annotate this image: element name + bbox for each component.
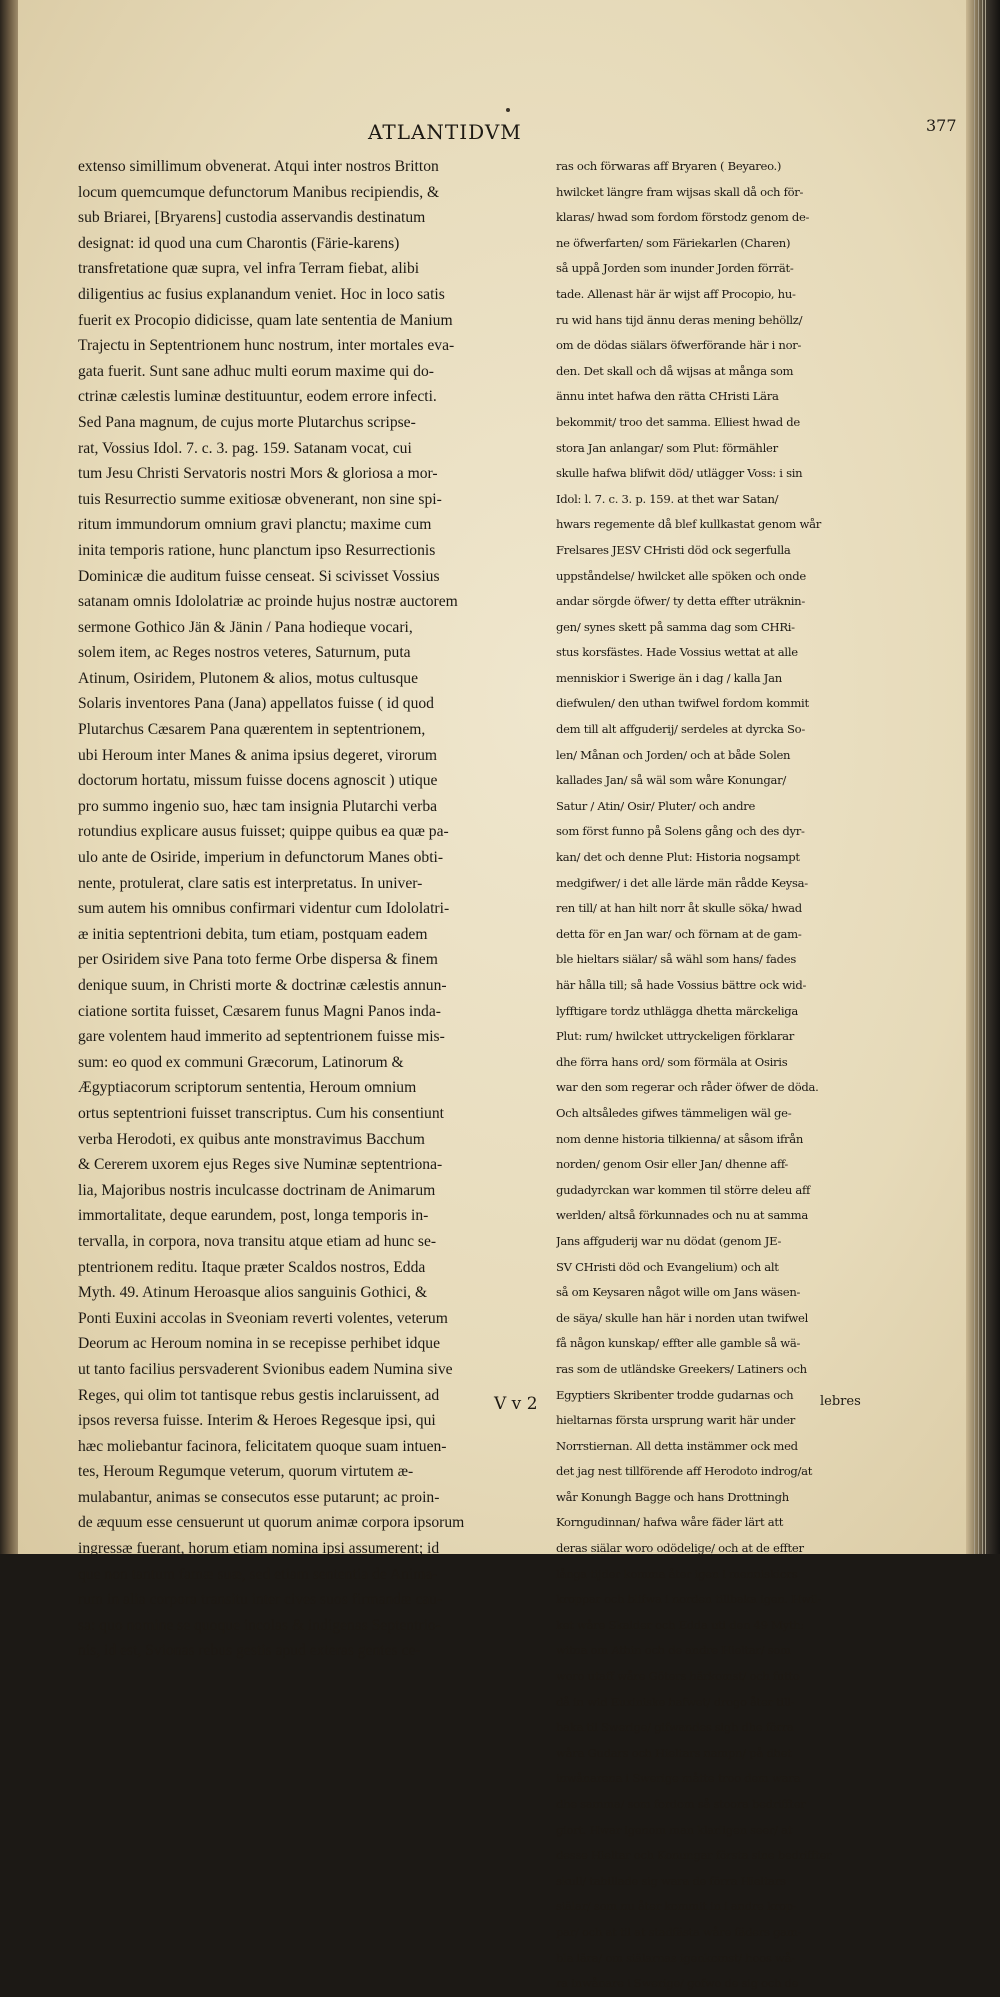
text-line: gare volentem haud immerito ad septentrionem fuisse mis- xyxy=(78,1028,445,1046)
text-line: klaras/ hwad som fordom förstodz genom de- xyxy=(556,210,810,225)
text-line: mulabantur, animas se consecutos esse putarunt; ac proin- xyxy=(78,1488,440,1506)
text-line: Solaris inventores Pana (Jana) appellatos fuisse ( id quod xyxy=(78,695,434,713)
text-line: tade. Allenast här är wijst aff Procopio, hu- xyxy=(556,286,796,301)
text-line: kan/ det och denne Plut: Historia nogsampt xyxy=(556,850,800,865)
text-line: detta för en Jan war/ och förnam at de gam- xyxy=(556,926,802,941)
text-line: dhe förra hans ord/ som förmäla at Osiris xyxy=(556,1054,788,1069)
text-line: immortalitate, deque earundem, post, longa temporis in- xyxy=(78,1207,429,1225)
text-line: då in wid Euxiniske hafwet/ drogo åter till- xyxy=(556,1694,795,1709)
text-line: ptentrionem reditu. Itaque præter Scaldos nostros, Edda xyxy=(78,1258,426,1276)
text-line: Frelsares JESV CHristi död ock segerfulla xyxy=(556,542,791,557)
text-line: nom denne historia tilkienna/ at såsom ifrån xyxy=(556,1131,804,1146)
text-line: sum autem his omnibus confirmari videntur cum Idololatri- xyxy=(78,900,450,918)
text-line: hwilcket längre fram wijsas skall då och för- xyxy=(556,184,804,199)
text-line: ciatione sortita fuisset, Cæsarem funus Magni Panos inda- xyxy=(78,1002,441,1020)
text-line: gudadyrckan war kommen til större deleu aff xyxy=(556,1182,810,1197)
text-line: ren till/ at han hilt norr åt skulle söka/ hwad xyxy=(556,901,802,916)
text-line: lia, Majoribus nostris inculcasse doctrinam de Animarum xyxy=(78,1181,436,1199)
text-line: rat, Vossius Idol. 7. c. 3. pag. 159. Satanam vocat, cui xyxy=(78,439,412,457)
swedish-text-column xyxy=(556,154,856,1997)
text-line: dem till alt affguderij/ serdeles at dyrcka So- xyxy=(556,722,805,737)
text-line: wåra Gudars och Hieltars nampn/ på dhet xyxy=(556,1745,792,1760)
text-line: den. Det skall och då wijsas at många som xyxy=(556,363,794,378)
text-line: sa: quo nomine se quoque incolas & indigenas Septentrio- xyxy=(78,1616,441,1634)
text-line: designat: id quod una cum Charontis (Färie-karens) xyxy=(78,234,400,252)
text-line: bla lära/ om siälarnas igenkomst/ hoos wå- xyxy=(556,1950,795,1965)
text-line: diligentius ac fusius explanandum veniet. Hoc in loco satis xyxy=(78,285,445,303)
text-line: få någon kunskap/ effter alle gamble så wä- xyxy=(556,1336,801,1351)
text-line: skull/ tabillade sig wara de förra Hieltars xyxy=(556,1873,786,1888)
text-line: så uppå Jorden som inunder Jorden förrät- xyxy=(556,261,794,276)
text-line: tuis Resurrectio summe exitiosæ obvenerant, non sine spi- xyxy=(78,490,442,508)
catchword: lebres xyxy=(820,1394,861,1409)
text-line: woro utaff wåre Göters härkomst/ och futto xyxy=(556,1669,800,1684)
text-line: ut tanto facilius persvaderent Svionibus eadem Numina sive xyxy=(78,1360,453,1378)
text-line: ingressæ fuerant, horum etiam nomina ipsi assumerent; id xyxy=(78,1540,440,1558)
text-line: stora Jan anlangar/ som Plut: förmähler xyxy=(556,440,778,455)
text-line: uppståndelse/ hwilcket alle spöken och onde xyxy=(556,568,806,583)
text-line: stus korsfästes. Hade Vossius wettat at alle xyxy=(556,645,798,660)
text-line: ra inwånare i Swerige/ gofwo de sig och de xyxy=(556,1976,799,1991)
text-line: nis, id est, Svionas rebus gestis apud exteras gentes ce- xyxy=(78,1642,421,1660)
text-line: ännu intet hafwa den rätta CHristi Lära xyxy=(556,389,779,404)
text-line: desse Hieltar och Konungar första sine bedriffter xyxy=(556,1848,832,1863)
text-line: par/ och at til at stadfästa wåre fäders gam- xyxy=(556,1924,802,1939)
text-line: siälar/ som nu åter kommit in i andre krop- xyxy=(556,1899,797,1914)
text-line: ras som de utländske Greekers/ Latiners och xyxy=(556,1361,807,1376)
text-line: ket wåre Skalder och Edda uti den 49 Myth: xyxy=(556,1617,805,1632)
text-line: Reges, qui olim tot tantisque rebus gestis inclaruissent, ad xyxy=(78,1386,440,1404)
text-line: ubi Heroum inter Manes & anima ipsius degeret, virorum xyxy=(78,746,438,764)
text-line: Jans affguderij war nu dödat (genom JE- xyxy=(556,1233,782,1248)
text-line: andar sörgde öfwer/ ty detta effter uträknin- xyxy=(556,594,805,609)
text-line: & Cererem uxorem ejus Reges sive Numinæ septentriona- xyxy=(78,1156,443,1174)
text-line: tes, Heroum Regumque veterum, quorum virtutem æ- xyxy=(78,1463,414,1481)
text-line: de säya/ skulle han här i norden utan twifwel xyxy=(556,1310,809,1325)
text-line: hieltarnas första ursprung warit här under xyxy=(556,1413,796,1428)
text-line: inwånarena i Swerige måtte troo dem wara xyxy=(556,1771,801,1786)
text-line: Korngudinnan/ hafwa wåre fäder lärt att xyxy=(556,1515,784,1530)
text-line: dhe samma/ som fordom så stoora bedriffter xyxy=(556,1797,806,1811)
text-line: medgifwer/ i det alle lärde män rådde Keysa- xyxy=(556,875,808,890)
text-line: skulle hafwa blifwit död/ utlägger Voss: i sin xyxy=(556,466,803,481)
text-line: Dominicæ die auditum fuisse censeat. Si scivisset Vossius xyxy=(78,567,440,585)
text-line: norden/ genom Osir eller Jan/ dhenne aff- xyxy=(556,1157,789,1172)
text-line: här hålla till; så hade Vossius bättre ock wid- xyxy=(556,978,807,992)
text-line: Egyptiers Skribenter trodde gudarnas och xyxy=(556,1387,794,1402)
text-line: ortus septentrioni fuisset transcriptus. Cum his consentiunt xyxy=(78,1104,444,1122)
text-line: Och altsåledes gifwes tämmeligen wäl ge- xyxy=(556,1105,792,1120)
text-line: Myth. 49. Atinum Heroasque alios sanguinis Gothici, & xyxy=(78,1284,428,1302)
text-line: witna om Athin och de andre Hieltar/ som xyxy=(556,1643,791,1658)
text-line: diefwulen/ den uthan twifwel fordom kommit xyxy=(556,696,809,711)
running-title: ATLANTIDVM xyxy=(368,120,522,144)
text-line: fuerit ex Procopio didicisse, quam late sententia de Manium xyxy=(78,311,453,329)
text-line: ctrinæ cælestis luminæ destituuntur, eodem errore infecti. xyxy=(78,388,437,406)
text-line: werlden/ altså förkunnades och nu at samma xyxy=(556,1208,808,1223)
text-line: gen/ synes skett på samma dag som CHRi- xyxy=(556,619,795,634)
text-line: Atinum, Osiridem, Plutonem & alios, motus cultusque xyxy=(78,669,419,687)
text-line: kroppar och blifwa i norden tillbaka igen. Hwil- xyxy=(556,1592,822,1607)
text-line: sermone Gothico Jän & Jänin / Pana hodieque vocari, xyxy=(78,618,413,636)
text-line: denique suum, in Christi morte & doctrinæ cælestis annun- xyxy=(78,977,447,994)
text-line: per Osiridem sive Pana toto ferme Orbe dispersa & finem xyxy=(78,951,438,969)
text-line: extenso simillimum obvenerat. Atqui inter nostros Britton xyxy=(78,158,439,175)
text-line: lyfftigare tordz uthlägga dhetta märckeliga xyxy=(556,1003,799,1018)
text-line: que non tantum famæ suæ, sed etiam sententia de Anima- xyxy=(78,1565,438,1583)
signature-mark: V v 2 xyxy=(494,1394,538,1414)
text-line: Trajectu in Septentrionem hunc nostrum, inter mortales eva- xyxy=(78,337,455,355)
text-line: som först funno på Solens gång och des dyr- xyxy=(556,824,805,839)
text-line: ble hieltars siälar/ så wähl som hans/ fades xyxy=(556,952,796,967)
text-line: hwars regemente då blef kullkastat genom wår xyxy=(556,517,821,532)
printer-mark xyxy=(506,108,510,112)
text-line: verba Herodoti, ex quibus ante monstravimus Bacchum xyxy=(78,1130,425,1148)
text-line: det jag nest tillförende aff Herodoto indrog/at xyxy=(556,1464,813,1479)
text-line: sum: eo quod ex communi Græcorum, Latinorum & xyxy=(78,1053,404,1071)
text-line: om de dödas siälars öfwerförande här i nor- xyxy=(556,338,802,353)
text-line: tervalla, in corpora, nova transitu atque etiam ad hunc se- xyxy=(78,1232,437,1250)
text-line: locum quemcumque defunctorum Manibus recipiendis, & xyxy=(78,183,440,201)
text-line: ru wid hans tijd ännu deras mening behöllz/ xyxy=(556,312,803,327)
text-line: långa tijder komma åter igen i menniskiors xyxy=(556,1566,798,1581)
text-line: hæc moliebantur facinora, felicitatem quoque suam intuen- xyxy=(78,1437,447,1455)
text-line: de æquum esse censuerunt ut quorum animæ corpora ipsorum xyxy=(78,1514,465,1532)
text-line: wår Konungh Bagge och hans Drottningh xyxy=(556,1489,789,1504)
text-line: Satur / Atin/ Osir/ Pluter/ och andre xyxy=(556,798,756,813)
text-line: Deorum ac Heroum nomina in se recepisse perhibet idque xyxy=(78,1335,440,1353)
text-line: SV CHristi död och Evangelium) och alt xyxy=(556,1259,779,1274)
text-line: ipsos reversa fuisse. Interim & Heroes Regesque ipsi, qui xyxy=(78,1412,436,1430)
text-line: war den som regerar och råder öfwer de döda. xyxy=(556,1080,819,1095)
text-line: Plut: rum/ hwilcket uttryckeligen förklarar xyxy=(556,1029,795,1044)
text-line: Idol: l. 7. c. 3. p. 159. at thet war Satan/ xyxy=(556,491,779,506)
text-line: ne öfwerfarten/ som Färiekarlen (Charen) xyxy=(556,235,791,250)
text-line: ritum immundorum omnium gravi planctu; maxime cum xyxy=(78,516,432,534)
text-line: menniskior i Swerige än i dag / kalla Jan xyxy=(556,670,782,685)
page-edge-stack xyxy=(966,0,1000,1554)
text-line: solem item, ac Reges nostros veteres, Saturnum, puta xyxy=(78,644,411,662)
text-line: transfretatione quæ supra, vel infra Terram fiebat, alibi xyxy=(78,260,420,278)
text-line: pro summo ingenio suo, hæc tam insignia Plutarchi verba xyxy=(78,797,438,815)
text-line: giort. Hwar igenom man klarligen seer/ at xyxy=(556,1822,793,1837)
text-line: kallades Jan/ så wäl som wåre Konungar/ xyxy=(556,773,786,788)
text-line: nente, protulerat, clare satis est interpretatus. In univer- xyxy=(78,874,423,892)
text-line: så om Keysaren något wille om Jans wäsen- xyxy=(556,1285,801,1300)
text-line: Norrstiernan. All detta instämmer ock med xyxy=(556,1438,798,1453)
text-line: Plutarchus Cæsarem Pana quærentem in septentrionem, xyxy=(78,721,426,739)
page-number: 377 xyxy=(926,116,957,135)
text-line: bekommit/ troo det samma. Elliest hwad de xyxy=(556,414,800,429)
text-line: sub Briarei, [Bryarens] custodia asservandis destinatum xyxy=(78,209,426,227)
text-line: Sed Pana magnum, de cujus morte Plutarchus scripse- xyxy=(78,413,416,431)
text-line: Ægyptiacorum scriptorum sententia, Heroum omnium xyxy=(78,1079,417,1097)
text-line: baka til Swerige/ gifwandes sigh dhe förra xyxy=(556,1720,794,1735)
text-line: ras och förwaras aff Bryaren ( Beyareo.) xyxy=(556,159,782,173)
text-line: len/ Månan och Jorden/ och at både Solen xyxy=(556,747,791,762)
text-line: Ponti Euxini accolas in Sveoniam reverti volentes, veterum xyxy=(78,1309,448,1327)
text-line: rum in alia corpora transitu inter cives suos firmandæ cau- xyxy=(78,1591,443,1609)
text-line: æ initia septentrioni debita, tum etiam, postquam eadem xyxy=(78,925,428,943)
text-line: satanam omnis Idololatriæ ac proinde hujus nostræ auctorem xyxy=(78,593,458,611)
text-line: deras siälar woro odödelige/ och at de effter xyxy=(556,1541,804,1556)
text-line: rotundius explicare ausus fuisset; quippe quibus ea quæ pa- xyxy=(78,823,449,841)
text-line: inita temporis ratione, hunc planctum ipso Resurrectionis xyxy=(78,541,436,559)
text-line: gata fuerit. Sunt sane adhuc multi eorum maxime qui do- xyxy=(78,362,434,380)
latin-text-column xyxy=(78,154,522,1664)
text-line: doctorum hortatu, missum fuisse docens agnoscit ) utique xyxy=(78,772,438,790)
text-line: ulo ante de Osiride, imperium in defunctorum Manes obti- xyxy=(78,849,444,867)
text-line: tum Jesu Christi Servatoris nostri Mors & gloriosa a mor- xyxy=(78,465,438,483)
